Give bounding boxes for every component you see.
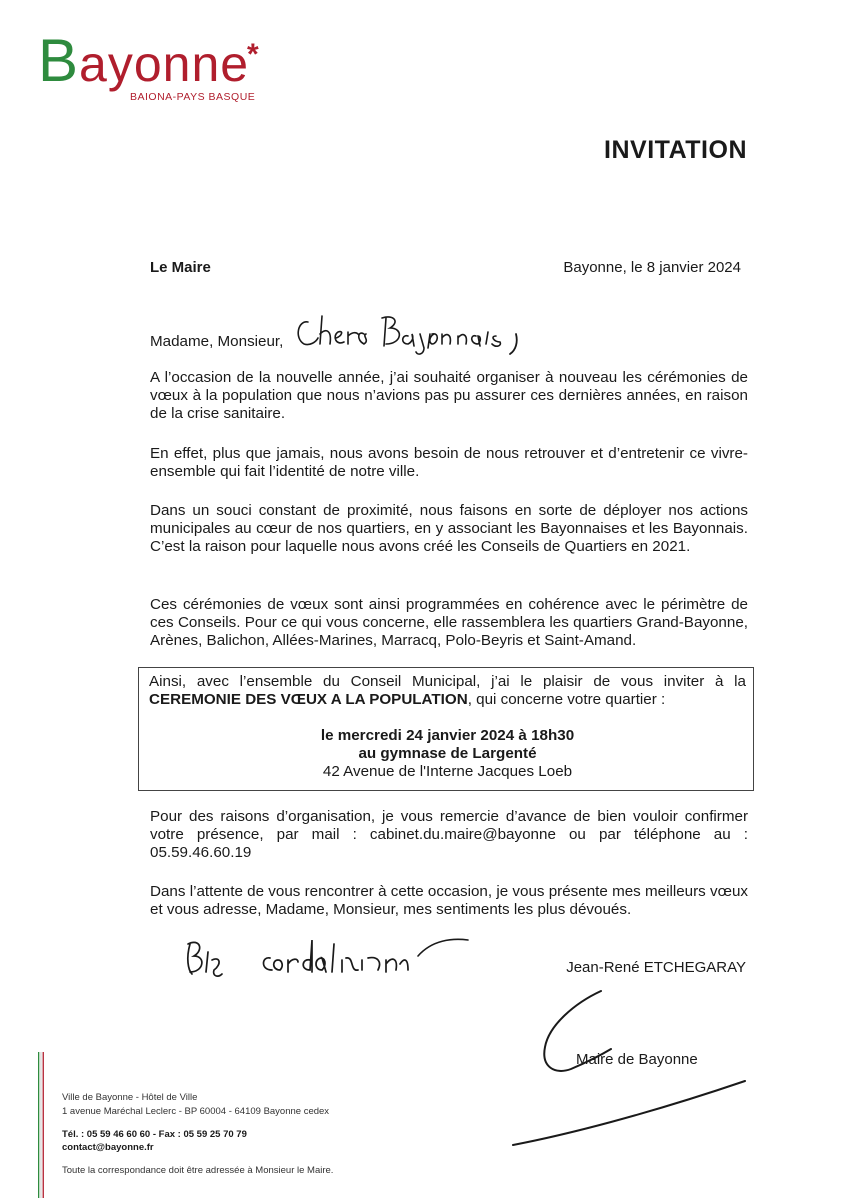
sender-label: Le Maire xyxy=(150,259,211,276)
footer-email[interactable]: contact@bayonne.fr xyxy=(62,1142,154,1153)
bayonne-logo xyxy=(38,27,268,106)
invitation-intro xyxy=(149,673,746,709)
salutation-printed: Madame, Monsieur, xyxy=(150,333,284,350)
invitation-intro-end: , qui concerne votre quartier : xyxy=(467,691,666,708)
event-address: 42 Avenue de l'Interne Jacques Loeb xyxy=(322,763,573,780)
signer-role: Maire de Bayonne xyxy=(576,1051,698,1068)
salutation xyxy=(150,333,283,350)
paragraph-4: Ces cérémonies de vœux sont ainsi programmées en cohérence avec le périmètre de ces Conseils. Pour ce qui vous concerne, elle rassemblera les quartiers Grand-Bayonne, Arènes, Balichon, Allées-Marines, Marracq, Polo-Beyris et Saint-Amand. xyxy=(150,596,748,649)
logo-letter-b: B xyxy=(38,27,80,94)
paragraph-2: En effet, plus que jamais, nous avons besoin de nous retrouver et d’entretenir ce vivre-ensemble qui fait l’identité de notre ville. xyxy=(150,445,748,480)
event-venue: au gymnase de Largenté xyxy=(358,745,537,762)
event-date-time: le mercredi 24 janvier 2024 à 18h30 xyxy=(320,727,575,744)
footer-phone-fax: Tél. : 05 59 46 60 60 - Fax : 05 59 25 70 79 xyxy=(62,1129,247,1140)
handwritten-closing-icon xyxy=(182,930,472,986)
footer-color-stripes xyxy=(38,1052,44,1198)
invitation-intro-text: Ainsi, avec l’ensemble du Conseil Municipal, j’ai le plaisir de vous inviter à la xyxy=(149,673,746,690)
mayor-signature-icon xyxy=(505,985,755,1155)
paragraph-5: Pour des raisons d’organisation, je vous remercie d’avance de bien vouloir confirmer votre présence, par mail : cabinet.du.maire@bayonne ou par téléphone au : 05.59.46.60.19 xyxy=(150,808,748,861)
paragraph-1: A l’occasion de la nouvelle année, j’ai souhaité organiser à nouveau les cérémonies de vœux à la population que nous n’avions pas pu assurer ces dernières années, en raison de la crise sanitaire. xyxy=(150,369,748,422)
footer-address-line-1: Ville de Bayonne - Hôtel de Ville xyxy=(62,1092,198,1103)
logo-name-rest: ayonne xyxy=(79,36,250,92)
place-and-date: Bayonne, le 8 janvier 2024 xyxy=(563,259,741,276)
event-name: CEREMONIE DES VŒUX A LA POPULATION xyxy=(149,691,468,708)
logo-asterisk: * xyxy=(247,38,259,71)
logo-subtitle: BAIONA-PAYS BASQUE xyxy=(130,91,256,103)
document-title: INVITATION xyxy=(604,136,747,164)
paragraph-3: Dans un souci constant de proximité, nous faisons en sorte de déployer nos actions municipales au cœur de nos quartiers, en y associant les Bayonnaises et les Bayonnais. C’est la raison pour laquelle nous avons créé les Conseils de Quartiers en 2021. xyxy=(150,502,748,555)
invitation-box xyxy=(138,667,754,791)
footer-correspondence-note: Toute la correspondance doit être adressée à Monsieur le Maire. xyxy=(62,1165,334,1176)
handwritten-salutation-icon xyxy=(290,308,530,360)
paragraph-6: Dans l’attente de vous rencontrer à cette occasion, je vous présente mes meilleurs vœux et vous adresse, Madame, Monsieur, mes sentiments les plus dévoués. xyxy=(150,883,748,918)
signer-name: Jean-René ETCHEGARAY xyxy=(566,959,746,976)
footer-address-line-2: 1 avenue Maréchal Leclerc - BP 60004 - 64109 Bayonne cedex xyxy=(62,1106,330,1117)
